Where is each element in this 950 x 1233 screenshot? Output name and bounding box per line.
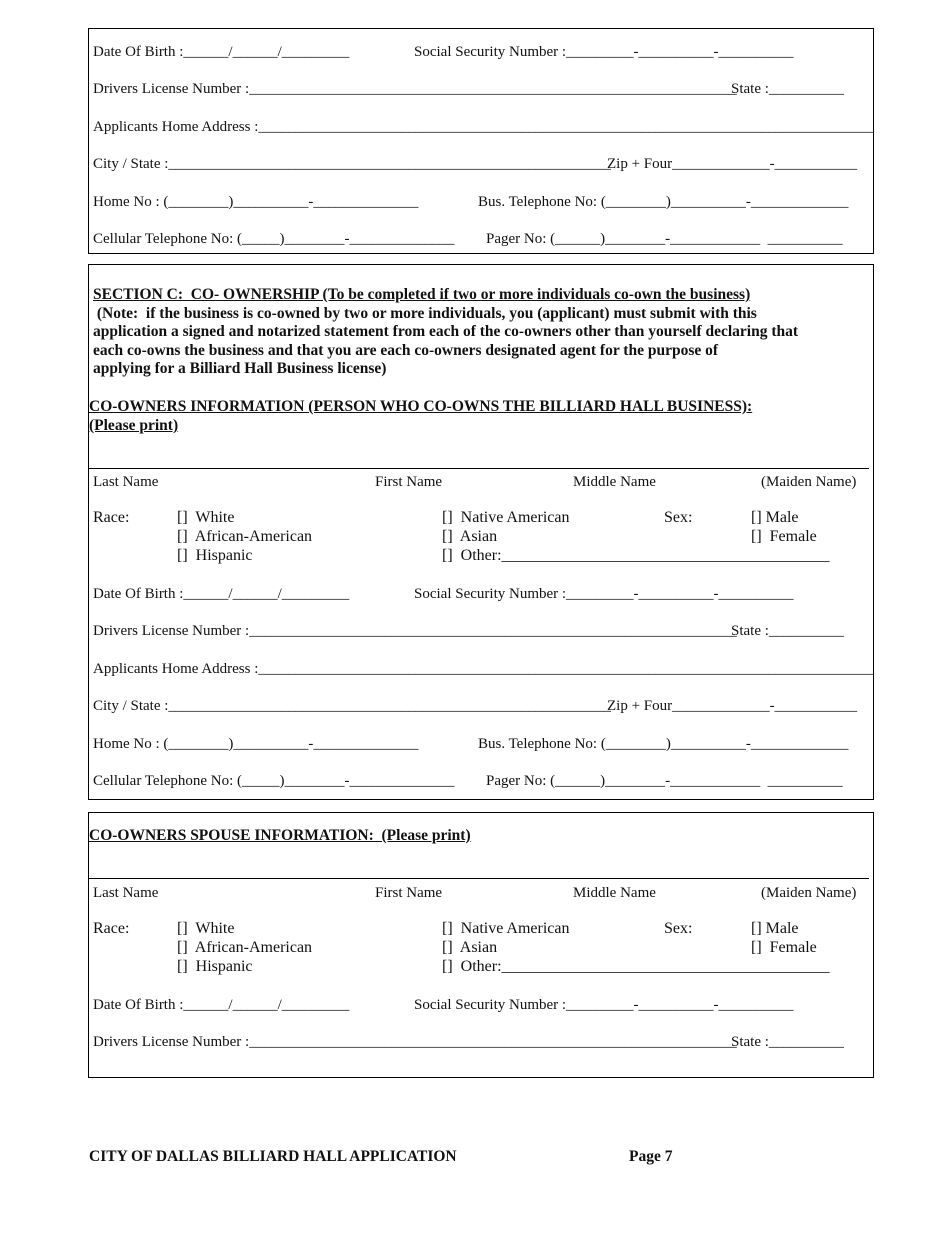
section-c-note-line: application a signed and notarized statement from each of the co-owners other than yourself declaring that [93,323,799,340]
coowner-ssn-field[interactable]: Social Security Number :_________-__________-__________ [414,586,794,602]
coowner-pager-field[interactable]: Pager No: (______)________-____________ __________ [486,773,843,789]
spouse-name-entry-line[interactable] [89,878,869,879]
sex-label: Sex: [664,509,693,526]
maiden-name-label: (Maiden Name) [761,474,857,490]
coowner-home-phone-field[interactable]: Home No : (________)__________-______________ [93,736,419,752]
applicant-address-field[interactable]: Applicants Home Address :__________________________________________________________________________________ [93,119,874,135]
race-option-white[interactable]: [] White [177,509,235,526]
spouse-sex-option-female[interactable]: [] Female [751,939,817,956]
spouse-race-option-asian[interactable]: [] Asian [442,939,498,956]
last-name-label: Last Name [93,474,159,490]
section-c-heading: SECTION C: CO- OWNERSHIP (To be completed if two or more individuals co-own the business) [93,286,751,303]
spouse-last-name-label: Last Name [93,885,159,901]
section-c-note-line: (Note: if the business is co-owned by two or more individuals, you (applicant) must submit with this [93,305,757,322]
spouse-race-option-hispanic[interactable]: [] Hispanic [177,958,253,975]
spouse-race-option-white[interactable]: [] White [177,920,235,937]
coowner-city-field[interactable]: City / State :___________________________________________________________ [93,698,611,714]
spouse-race-label: Race: [93,920,130,937]
spouse-info-box [88,812,874,1078]
spouse-middle-name-label: Middle Name [573,885,656,901]
section-c-note-line: applying for a Billiard Hall Business license) [93,360,387,377]
applicant-zip-field[interactable]: Zip + Four_____________-___________ [607,156,858,172]
applicant-bus-phone-field[interactable]: Bus. Telephone No: (________)__________-_____________ [478,194,849,210]
race-option-native-american[interactable]: [] Native American [442,509,570,526]
applicant-dob-field[interactable]: Date Of Birth :______/______/_________ [93,44,350,60]
coowner-dob-field[interactable]: Date Of Birth :______/______/_________ [93,586,350,602]
race-option-african-american[interactable]: [] African-American [177,528,313,545]
spouse-race-option-other[interactable]: [] Other:_________________________________________ [442,958,830,975]
applicant-ssn-field[interactable]: Social Security Number :_________-__________-__________ [414,44,794,60]
coowner-zip-field[interactable]: Zip + Four_____________-___________ [607,698,858,714]
race-option-other[interactable]: [] Other:_________________________________________ [442,547,830,564]
applicant-pager-field[interactable]: Pager No: (______)________-____________ __________ [486,231,843,247]
spouse-dl-field[interactable]: Drivers License Number :_________________________________________________________________ [93,1034,737,1050]
applicant-city-field[interactable]: City / State :___________________________________________________________ [93,156,611,172]
coowner-cell-field[interactable]: Cellular Telephone No: (_____)________-______________ [93,773,455,789]
spouse-maiden-name-label: (Maiden Name) [761,885,857,901]
coowner-dl-state-field[interactable]: State :__________ [731,623,844,639]
footer-title: CITY OF DALLAS BILLIARD HALL APPLICATION [89,1148,457,1165]
applicant-dl-state-field[interactable]: State :__________ [731,81,844,97]
coowner-dl-field[interactable]: Drivers License Number :_________________________________________________________________ [93,623,737,639]
first-name-label: First Name [375,474,443,490]
coowner-info-heading: CO-OWNERS INFORMATION (PERSON WHO CO-OWNS THE BILLIARD HALL BUSINESS): [89,398,753,415]
spouse-dob-field[interactable]: Date Of Birth :______/______/_________ [93,997,350,1013]
name-entry-line[interactable] [89,468,869,469]
spouse-race-option-african-american[interactable]: [] African-American [177,939,313,956]
spouse-sex-label: Sex: [664,920,693,937]
please-print-note: (Please print) [89,417,179,434]
spouse-sex-option-male[interactable]: [] Male [751,920,799,937]
race-option-asian[interactable]: [] Asian [442,528,498,545]
applicant-dl-field[interactable]: Drivers License Number :_________________________________________________________________ [93,81,737,97]
spouse-dl-state-field[interactable]: State :__________ [731,1034,844,1050]
spouse-ssn-field[interactable]: Social Security Number :_________-__________-__________ [414,997,794,1013]
spouse-info-heading: CO-OWNERS SPOUSE INFORMATION: (Please print) [89,827,471,844]
coowner-address-field[interactable]: Applicants Home Address :__________________________________________________________________________________ [93,661,874,677]
sex-option-male[interactable]: [] Male [751,509,799,526]
applicant-cell-field[interactable]: Cellular Telephone No: (_____)________-______________ [93,231,455,247]
section-c-box [88,264,874,800]
section-c-note-line: each co-owns the business and that you are each co-owners designated agent for the purpose of [93,342,719,359]
applicant-info-box [88,28,874,254]
page-number: Page 7 [629,1148,673,1165]
applicant-home-phone-field[interactable]: Home No : (________)__________-______________ [93,194,419,210]
race-option-hispanic[interactable]: [] Hispanic [177,547,253,564]
middle-name-label: Middle Name [573,474,656,490]
spouse-race-option-native-american[interactable]: [] Native American [442,920,570,937]
race-label: Race: [93,509,130,526]
sex-option-female[interactable]: [] Female [751,528,817,545]
spouse-first-name-label: First Name [375,885,443,901]
coowner-bus-phone-field[interactable]: Bus. Telephone No: (________)__________-_____________ [478,736,849,752]
